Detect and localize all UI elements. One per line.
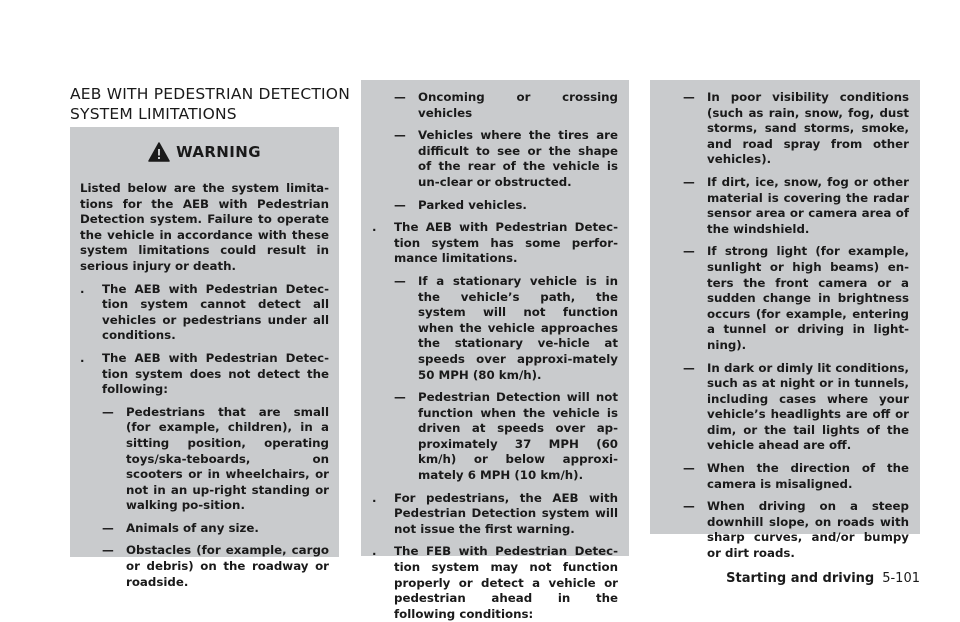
warning-panel-column-1	[70, 127, 339, 589]
section-heading: AEB WITH PEDESTRIAN DETECTION SYSTEM LIMITATIONS	[70, 85, 350, 123]
bullet-mark: .	[372, 220, 377, 235]
list-item	[80, 282, 329, 344]
dash-mark: —	[394, 273, 406, 288]
list-item	[372, 491, 618, 538]
warning-header	[80, 141, 329, 163]
dash-mark: —	[394, 390, 406, 405]
bullet-mark: .	[80, 281, 85, 296]
sub-list-item	[80, 543, 329, 590]
sub-list-item	[372, 390, 618, 484]
warning-intro: Listed below are the system limita-tions for the AEB with Pedestrian Detection system. Failure to operate the vehicle in accordance with these system limitations could result in serious injury or death.	[80, 181, 329, 273]
sub-list-item	[661, 244, 909, 353]
sub-list-item	[661, 175, 909, 237]
page-footer	[726, 571, 920, 586]
sub-list-item-text: In poor visibility conditions (such as rain, snow, fog, dust storms, sand storms, smoke, and road spray from other vehicles).	[707, 90, 909, 167]
list-item	[372, 544, 618, 622]
sub-list-item	[80, 405, 329, 514]
page-number: 5-101	[882, 571, 920, 586]
dash-mark: —	[683, 244, 695, 259]
sub-list-item-text: If a stationary vehicle is in the vehicle’s path, the system will not function when the vehicle approaches the stationary ve-hicle at speeds over approxi-mately 50 MPH (80 km/h).	[418, 273, 618, 382]
dash-mark: —	[102, 404, 114, 419]
sub-list-item-text: Pedestrian Detection will not function when the vehicle is driven at speeds over ap-proximately 37 MPH (60 km/h) or below approxi-mately 6 MPH (10 km/h).	[418, 390, 618, 483]
sub-list-item	[661, 499, 909, 561]
sub-list-item-text: Animals of any size.	[126, 520, 259, 535]
bullet-mark: .	[372, 490, 377, 505]
sub-list-item	[661, 461, 909, 492]
dash-mark: —	[394, 197, 406, 212]
list-item	[372, 220, 618, 267]
list-item-text: The AEB with Pedestrian Detec-tion system cannot detect all vehicles or pedestrians under all conditions.	[102, 281, 329, 343]
list-item-text: The AEB with Pedestrian Detec-tion system does not detect the following:	[102, 350, 329, 397]
sub-list-item-text: If dirt, ice, snow, fog or other material is covering the radar sensor area or camera area of the windshield.	[707, 174, 909, 236]
dash-mark: —	[394, 90, 406, 104]
dash-mark: —	[683, 90, 695, 104]
dash-mark: —	[102, 543, 114, 558]
dash-mark: —	[683, 461, 695, 476]
sub-list-item-text: In dark or dimly lit conditions, such as at night or in tunnels, including cases where your vehicle’s headlights are off or dim, or the tail lights of the vehicle ahead are off.	[707, 360, 909, 453]
sub-list-item	[661, 90, 909, 168]
list-item-text: The AEB with Pedestrian Detec-tion system has some perfor-mance limitations.	[394, 220, 618, 266]
footer-section-title: Starting and driving	[726, 571, 875, 586]
list-item-text: For pedestrians, the AEB with Pedestrian Detection system will not issue the first warning.	[394, 490, 618, 536]
sub-list-item	[372, 128, 618, 190]
sub-list-item	[80, 521, 329, 537]
sub-list-item-text: Vehicles where the tires are difficult to see or the shape of the rear of the vehicle is un-clear or obstructed.	[418, 128, 618, 189]
warning-panel-column-2	[361, 80, 629, 621]
bullet-mark: .	[372, 544, 377, 559]
sub-list-item-text: Parked vehicles.	[418, 197, 527, 212]
warning-title: WARNING	[176, 143, 261, 161]
bullet-mark: .	[80, 350, 85, 365]
sub-list-item	[372, 90, 618, 121]
warning-panel-column-3	[650, 80, 920, 561]
sub-list-item-text: When driving on a steep downhill slope, on roads with sharp curves, and/or bumpy or dirt roads.	[707, 499, 909, 561]
sub-list-item	[372, 198, 618, 214]
sub-list-item	[372, 274, 618, 383]
sub-list-item-text: If strong light (for example, sunlight or high beams) en-ters the front camera or a sudden change in brightness occurs (for example, entering a tunnel or driving in light-ning).	[707, 244, 909, 352]
dash-mark: —	[683, 174, 695, 189]
list-item-text: The FEB with Pedestrian Detec-tion system may not function properly or detect a vehicle or pedestrian ahead in the following conditions:	[394, 544, 618, 621]
sub-list-item	[661, 361, 909, 455]
sub-list-item-text: Oncoming or crossing vehicles	[418, 90, 618, 120]
sub-list-item-text: Obstacles (for example, cargo or debris) on the roadway or roadside.	[126, 543, 329, 589]
sub-list-item-text: When the direction of the camera is misaligned.	[707, 461, 909, 491]
dash-mark: —	[394, 128, 406, 143]
dash-mark: —	[683, 499, 695, 514]
list-item	[80, 351, 329, 398]
warning-triangle-icon	[148, 142, 170, 162]
sub-list-item-text: Pedestrians that are small (for example, children), in a sitting position, operating toys/ska-teboards, on scooters or in wheelchairs, or not in an up-right standing or walking po-sition.	[126, 404, 329, 513]
dash-mark: —	[683, 360, 695, 375]
dash-mark: —	[102, 520, 114, 535]
